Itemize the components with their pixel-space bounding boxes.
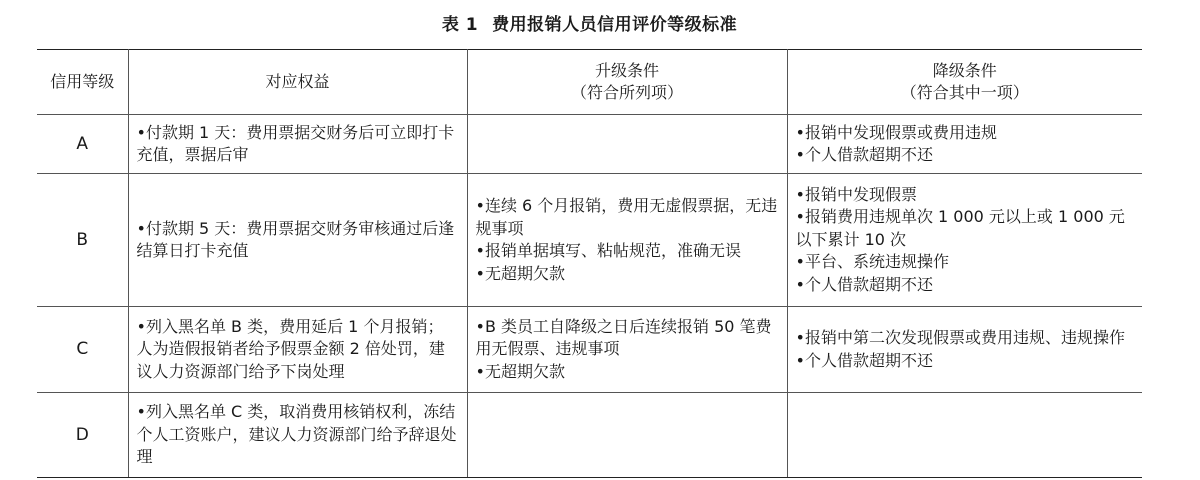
table-title: 费用报销人员信用评价等级标准	[492, 15, 738, 35]
upgrade-item: •无超期欠款	[475, 263, 565, 283]
table-row	[37, 174, 1142, 307]
table-row	[37, 307, 1142, 393]
benefits-cell	[128, 307, 467, 393]
header-row	[37, 50, 1142, 115]
benefit-item: •付款期 5 天：费用票据交财务审核通过后逢结算日打卡充值	[136, 218, 455, 260]
downgrade-item: •个人借款超期不还	[795, 350, 933, 370]
header-benefits-label: 对应权益	[265, 71, 330, 91]
upgrade-item: •无超期欠款	[475, 361, 565, 381]
benefit-item: •列入黑名单 C 类，取消费用核销权利，冻结个人工资账户，建议人力资源部门给予辞退处理	[136, 402, 457, 467]
downgrade-item: •报销中发现假票	[795, 184, 917, 204]
table-row	[37, 393, 1142, 478]
header-credit-grade	[37, 50, 128, 115]
header-credit-grade-label: 信用等级	[50, 71, 115, 91]
grade-cell: A	[37, 115, 128, 174]
header-downgrade-note: （符合其中一项）	[900, 83, 1029, 102]
table-row	[37, 115, 1142, 174]
credit-grade-table	[37, 49, 1142, 478]
table-caption	[37, 14, 1142, 36]
table-number: 表 1	[441, 15, 479, 35]
grade-cell: C	[37, 307, 128, 393]
upgrade-item: •报销单据填写、粘帖规范，准确无误	[475, 241, 741, 260]
downgrade-cell	[787, 115, 1142, 174]
downgrade-item: •平台、系统违规操作	[795, 252, 949, 272]
upgrade-cell	[467, 115, 787, 174]
header-downgrade-conditions	[787, 50, 1142, 115]
downgrade-cell	[787, 393, 1142, 478]
upgrade-cell	[467, 307, 787, 393]
downgrade-item: •报销中第二次发现假票或费用违规、违规操作	[795, 328, 1125, 347]
grade-cell: D	[37, 393, 128, 478]
downgrade-item: •报销中发现假票或费用违规	[795, 122, 997, 142]
header-benefits	[128, 50, 467, 115]
header-upgrade-label: 升级条件	[594, 60, 659, 80]
header-upgrade-note: （符合所列项）	[570, 83, 683, 102]
benefits-cell	[128, 174, 467, 307]
downgrade-cell	[787, 174, 1142, 307]
upgrade-cell	[467, 174, 787, 307]
header-upgrade-conditions	[467, 50, 787, 115]
header-downgrade-label: 降级条件	[932, 60, 997, 80]
downgrade-item: •个人借款超期不还	[795, 274, 933, 294]
grade-cell: B	[37, 174, 128, 307]
downgrade-cell	[787, 307, 1142, 393]
upgrade-item: •B 类员工自降级之日后连续报销 50 笔费用无假票、违规事项	[475, 316, 772, 359]
benefits-cell	[128, 393, 467, 478]
downgrade-item: •个人借款超期不还	[795, 145, 933, 164]
upgrade-item: •连续 6 个月报销，费用无虚假票据，无违规事项	[475, 196, 778, 238]
benefit-item: •付款期 1 天：费用票据交财务后可立即打卡充值，票据后审	[136, 122, 455, 164]
benefits-cell	[128, 115, 467, 174]
benefit-item: •列入黑名单 B 类，费用延后 1 个月报销；人为造假报销者给予假票金额 2 倍处罚，建议人力资源部门给予下岗处理	[136, 316, 445, 381]
upgrade-cell	[467, 393, 787, 478]
downgrade-item: •报销费用违规单次 1 000 元以上或 1 000 元以下累计 10 次	[795, 207, 1125, 249]
